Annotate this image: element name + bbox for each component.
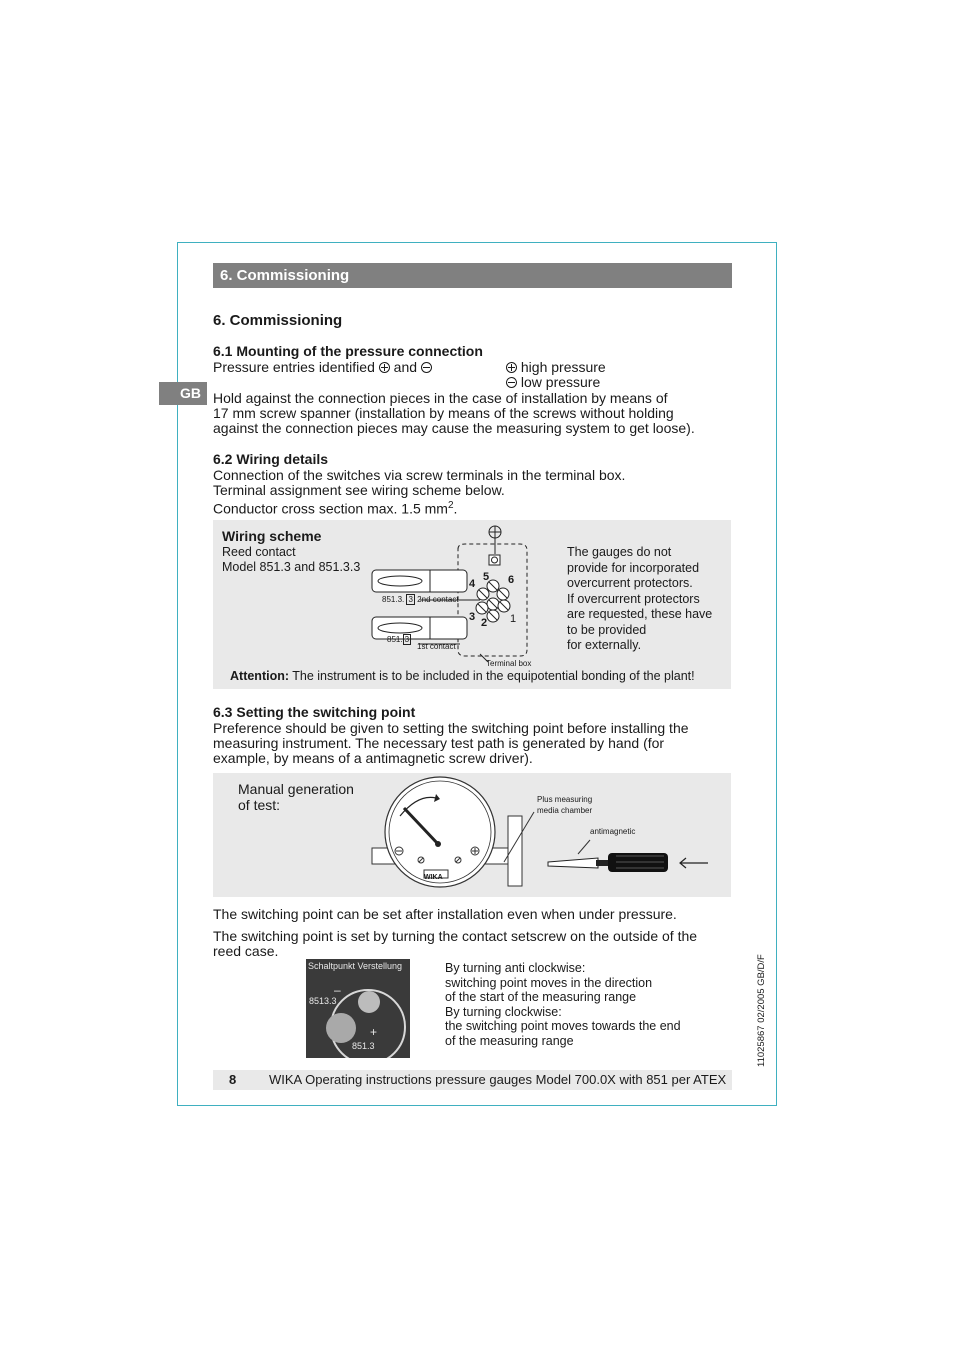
photo-label-2: 851.3 [352, 1041, 375, 1051]
turning-line: of the measuring range [445, 1033, 574, 1048]
screw-head-icon [358, 991, 380, 1013]
plus-chamber-label-2: media chamber [537, 806, 593, 815]
plus-circle-icon [379, 362, 390, 373]
turning-line: the switching point moves towards the end [445, 1019, 681, 1033]
plus-chamber-label: Plus measuring [537, 795, 593, 804]
gauge-brand-label: WIKA [424, 874, 443, 881]
reed-contact-label: Reed contact [222, 545, 296, 559]
pressure-entries-text: Pressure entries identified [213, 359, 375, 375]
gauge-diagram [368, 776, 713, 894]
second-contact-text: 2nd contact [417, 595, 459, 604]
second-contact-box: 3 [408, 595, 413, 604]
first-contact-label: 1st contact [417, 642, 456, 651]
turning-line: switching point moves in the direction [445, 975, 653, 990]
pressure-entries-line [213, 360, 432, 375]
high-pressure-label: high pressure [520, 359, 606, 375]
setpoint-paragraph-1: The switching point can be set after installation even when under pressure. [213, 906, 677, 922]
manual-generation-label: Manual generation [238, 781, 354, 797]
conductor-text: Conductor cross section max. 1.5 mm [213, 500, 448, 517]
mounting-text-line-3: against the connection pieces may cause the measuring system to get loose). [213, 420, 695, 436]
first-contact-model: 851. [387, 635, 403, 644]
page-number: 8 [229, 1072, 237, 1087]
attention-label: Attention: [230, 669, 290, 683]
note-line: The gauges do not [567, 545, 672, 559]
setscrew-photo [306, 959, 410, 1058]
second-contact-label [382, 595, 459, 604]
language-tab: GB [159, 382, 207, 405]
mounting-text-line-2: 17 mm screw spanner (installation by means of the screws without holding [213, 405, 674, 421]
note-line: for externally. [567, 638, 642, 652]
attention-text: The instrument is to be included in the equipotential bonding of the plant! [289, 669, 695, 683]
minus-circle-icon [506, 377, 517, 388]
heading-6-2: 6.2 Wiring details [213, 451, 329, 467]
plus-circle-icon [506, 362, 517, 373]
mounting-text-line-1: Hold against the connection pieces in the case of installation by means of [213, 390, 668, 406]
switching-text-line-1: Preference should be given to setting the switching point before installing the [213, 720, 689, 736]
switching-text-line-3: example, by means of a antimagnetic screw driver). [213, 750, 533, 766]
turning-line: By turning clockwise: [445, 1004, 562, 1019]
note-line: are requested, these have [567, 607, 713, 621]
photo-minus: – [334, 983, 341, 997]
setpoint-paragraph-2b: reed case. [213, 943, 279, 959]
terminal-box-label: Terminal box [486, 659, 532, 668]
photo-label-1: 8513.3 [309, 996, 337, 1006]
photo-plus: + [370, 1025, 378, 1039]
footer-text: WIKA Operating instructions pressure gauges Model 700.0X with 851 per ATEX [269, 1072, 727, 1087]
second-contact-model: 851.3. [382, 595, 405, 604]
wiring-text-line-1: Connection of the switches via screw terminals in the terminal box. [213, 467, 626, 483]
heading-6-1: 6.1 Mounting of the pressure connection [213, 343, 483, 359]
terminal-number-3: 3 [469, 611, 476, 623]
model-label: Model 851.3 and 851.3.3 [222, 560, 361, 574]
terminal-number-2: 2 [481, 617, 488, 629]
setpoint-paragraph-2a: The switching point is set by turning the contact setscrew on the outside of the [213, 928, 698, 944]
terminal-number-5: 5 [483, 571, 490, 583]
terminal-number-1: 1 [510, 613, 517, 625]
note-line: overcurrent protectors. [567, 576, 693, 590]
low-pressure-legend [506, 375, 600, 390]
note-line: provide for incorporated [567, 560, 700, 575]
minus-circle-icon [421, 362, 432, 373]
antimagnetic-label: antimagnetic [590, 827, 636, 836]
turning-instructions [445, 961, 681, 1048]
photo-header-text: Schaltpunkt Verstellung [308, 961, 403, 971]
first-contact-model-label [387, 635, 411, 644]
wiring-text-line-2: Terminal assignment see wiring scheme below. [213, 482, 505, 498]
terminal-number-4: 4 [469, 578, 476, 590]
switching-text-line-2: measuring instrument. The necessary test path is generated by hand (for [213, 735, 665, 751]
and-text: and [393, 359, 418, 375]
overcurrent-note [567, 545, 712, 654]
page-title: 6. Commissioning [213, 312, 343, 329]
superscript: 2 [447, 500, 454, 511]
high-pressure-legend [506, 360, 606, 375]
turning-line: of the start of the measuring range [445, 990, 637, 1004]
page-footer [213, 1070, 732, 1090]
setscrew-icon [326, 1013, 356, 1043]
period: . [453, 500, 458, 517]
section-header-bar: 6. Commissioning [213, 263, 732, 288]
manual-generation-label-2: of test: [238, 797, 281, 813]
document-code: 11025867 02/2005 GB/D/F [756, 954, 767, 1067]
heading-6-3: 6.3 Setting the switching point [213, 704, 416, 720]
first-contact-box: 3 [404, 635, 410, 644]
wiring-scheme-title: Wiring scheme [222, 528, 322, 544]
wiring-text-line-3 [213, 498, 457, 517]
terminal-number-6: 6 [508, 574, 515, 586]
low-pressure-label: low pressure [520, 374, 601, 390]
attention-line [230, 669, 695, 685]
turning-line: By turning anti clockwise: [445, 961, 586, 975]
note-line: If overcurrent protectors [567, 591, 700, 606]
note-line: to be provided [567, 622, 647, 637]
